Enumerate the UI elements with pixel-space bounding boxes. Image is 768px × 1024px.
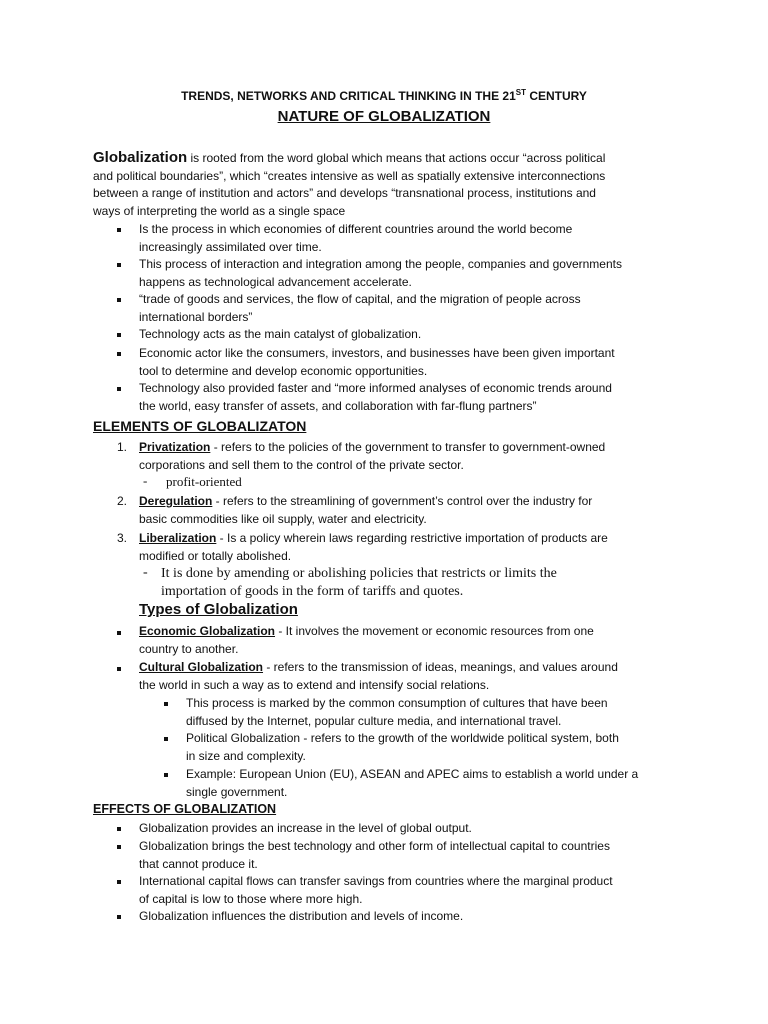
list-item: Cultural Globalization - refers to the transmission of ideas, meanings, and values around the world in such a way as to extend and intensify social relations.	[139, 660, 618, 692]
sub-list-item: Example: European Union (EU), ASEAN and APEC aims to establish a world under a single government.	[186, 767, 639, 799]
sub-list-item: This process is marked by the common consumption of cultures that have been diffused by the Internet, popular culture media, and international travel.	[186, 696, 608, 728]
course-title: TRENDS, NETWORKS AND CRITICAL THINKING IN THE 21ST CENTURY	[181, 88, 587, 103]
bullet-icon	[117, 880, 121, 884]
bullet-icon	[117, 333, 121, 337]
list-item: Technology also provided faster and “more informed analyses of economic trends around the world, easy transfer of assets, and collaboration with far-flung partners”	[139, 381, 612, 413]
list-item: Economic actor like the consumers, investors, and businesses have been given important tool to determine and develop economic opportunities.	[139, 346, 615, 378]
elements-heading: ELEMENTS OF GLOBALIZATON	[93, 418, 307, 434]
list-number: 1.	[117, 440, 128, 454]
bullet-icon	[164, 737, 168, 741]
bullet-icon	[117, 387, 121, 391]
sub-item: profit-oriented	[166, 474, 242, 489]
doc-title: NATURE OF GLOBALIZATION	[277, 108, 491, 125]
list-item: Globalization brings the best technology and other form of intellectual capital to countries that cannot produce it.	[139, 839, 610, 871]
list-item: “trade of goods and services, the flow of capital, and the migration of people across international borders”	[139, 292, 581, 324]
list-item: This process of interaction and integration among the people, companies and governments happens as technological advancement accelerate.	[139, 257, 622, 289]
types-heading: Types of Globalization	[139, 601, 298, 618]
effects-heading: EFFECTS OF GLOBALIZATION	[93, 802, 277, 816]
bullet-icon	[117, 915, 121, 919]
dash-marker: -	[143, 473, 148, 488]
list-item: Deregulation - refers to the streamlining of government’s control over the industry for basic commodities like oil supply, water and electricity.	[139, 494, 593, 526]
list-item: Globalization influences the distribution and levels of income.	[139, 909, 464, 923]
bullet-icon	[117, 228, 121, 232]
list-number: 3.	[117, 531, 128, 545]
dash-marker: -	[143, 565, 148, 580]
bullet-icon	[117, 845, 121, 849]
list-number: 2.	[117, 494, 128, 508]
list-item: Globalization provides an increase in the level of global output.	[139, 821, 472, 835]
bullet-icon	[117, 298, 121, 302]
bullet-icon	[164, 773, 168, 777]
intro-paragraph: Globalization is rooted from the word global which means that actions occur “across political and political boundaries”, which “creates intensive as well as spatially extensive interconnections between a range of institution and actors” and develops “transnational process, institutions and ways of interpreting the world as a single space	[93, 149, 606, 218]
intro-term: Globalization	[93, 149, 188, 166]
list-item: Privatization - refers to the policies of the government to transfer to government-owned corporations and sell them to the control of the private sector.	[139, 440, 606, 472]
list-item: International capital flows can transfer savings from countries where the marginal product of capital is low to those where more high.	[139, 874, 613, 906]
bullet-icon	[117, 631, 121, 635]
list-item: Economic Globalization - It involves the movement or economic resources from one country to another.	[139, 624, 594, 656]
bullet-icon	[117, 667, 121, 671]
bullet-icon	[164, 702, 168, 706]
sub-list-item: Political Globalization - refers to the growth of the worldwide political system, both in size and complexity.	[186, 731, 619, 763]
list-item: Technology acts as the main catalyst of globalization.	[139, 327, 422, 341]
bullet-icon	[117, 263, 121, 267]
list-item: Is the process in which economies of different countries around the world become increasingly assimilated over time.	[139, 222, 573, 254]
list-item: Liberalization - Is a policy wherein laws regarding restrictive importation of products are modified or totally abolished.	[139, 531, 608, 563]
sub-item: It is done by amending or abolishing policies that restricts or limits the importation of goods in the form of tariffs and quotes.	[161, 566, 557, 599]
bullet-icon	[117, 352, 121, 356]
bullet-icon	[117, 827, 121, 831]
